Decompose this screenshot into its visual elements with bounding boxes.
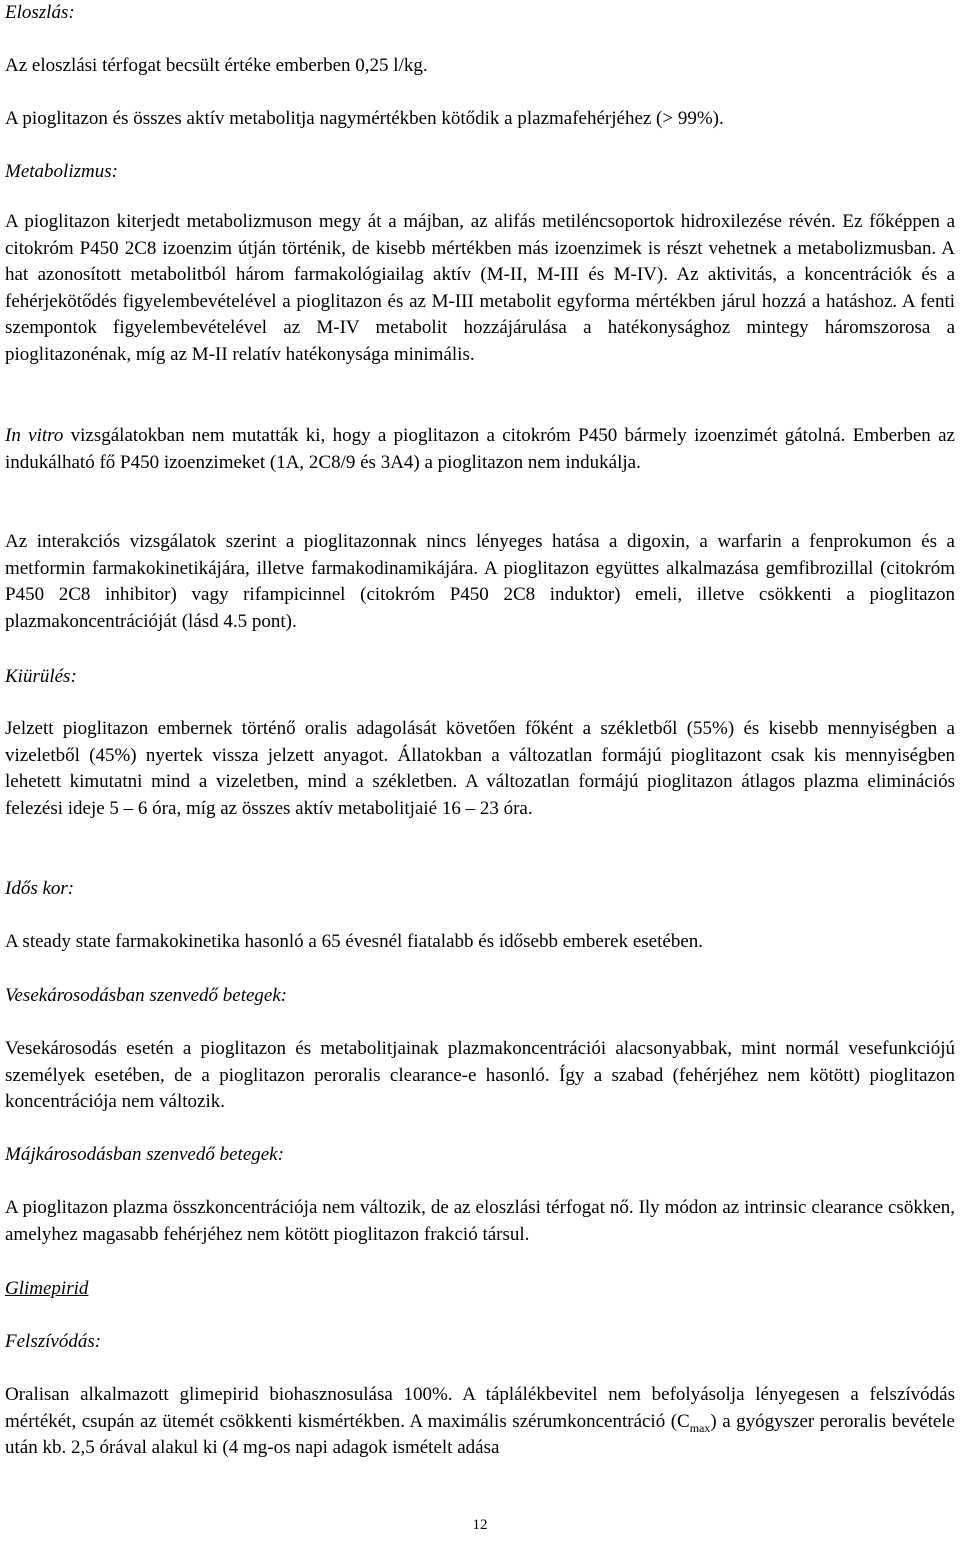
in-vitro-italic: In vitro	[5, 425, 64, 446]
cmax-subscript: max	[689, 1420, 711, 1435]
paragraph-felszivodas	[5, 1382, 955, 1462]
paragraph-eloszlas-1: Az eloszlási térfogat becsült értéke emberben 0,25 l/kg.	[5, 55, 428, 76]
paragraph-vesekarosodas: Vesekárosodás esetén a pioglitazon és metabolitjainak plazmakoncentrációi alacsonyabbak, mint normál vesefunkciójú személyek esetében, de a pioglitazon peroralis clearance-e hasonló. Így a szabad (fehérjéhez nem kötött) pioglitazon koncentrációja nem változik.	[5, 1038, 955, 1113]
paragraph-metabolizmus-2	[5, 423, 955, 476]
paragraph-felszivodas-text-a: Oralisan alkalmazott glimepirid biohasznosulása 100%. A táplálékbevitel nem befolyásolja lényegesen a felszívódás mértékét, csupán az ütemét csökkenti kismértékben. A maximális szérumkoncentráció (C	[5, 1384, 955, 1432]
paragraph-majkarosodas: A pioglitazon plazma összkoncentrációja nem változik, de az eloszlási térfogat nő. Ily módon az intrinsic clearance csökken, amelyhez magasabb fehérjéhez nem kötött pioglitazon frakció társul.	[5, 1197, 955, 1245]
paragraph-metabolizmus-2-text: vizsgálatokban nem mutatták ki, hogy a pioglitazon a citokróm P450 bármely izoenzimét gátolná. Emberben az indukálható fő P450 izoenzimeket (1A, 2C8/9 és 3A4) a pioglitazon nem indukálja.	[5, 425, 955, 473]
heading-metabolizmus: Metabolizmus:	[5, 161, 118, 182]
paragraph-felszivodas-text-b: ) a gyógyszer peroralis bevétele után kb. 2,5 órával alakul ki (4 mg-os napi adagok ismételt adása	[5, 1410, 955, 1459]
heading-idos-kor: Idős kor:	[5, 878, 75, 899]
paragraph-kiurules: Jelzett pioglitazon embernek történő oralis adagolását követően főként a székletből (55%) és kisebb mennyiségben a vizeletből (45%) nyertek vissza jelzett anyagot. Állatokban a változatlan formájú pioglitazont csak kis mennyiségben lehetett kimutatni mind a vizeletben, mind a székletben. A változatlan formájú pioglitazon átlagos plazma eliminációs felezési ideje 5 – 6 óra, míg az összes aktív metabolitjaié 16 – 23 óra.	[5, 718, 955, 819]
heading-felszivodas: Felszívódás:	[5, 1331, 102, 1352]
heading-eloszlas: Eloszlás:	[5, 2, 75, 23]
heading-vesekarosodas: Vesekárosodásban szenvedő betegek:	[5, 985, 288, 1006]
paragraph-metabolizmus-3: Az interakciós vizsgálatok szerint a pioglitazonnak nincs lényeges hatása a digoxin, a warfarin a fenprokumon és a metformin farmakokinetikájára, illetve farmakodinamikájára. A pioglitazon együttes alkalmazása gemfibrozillal (citokróm P450 2C8 inhibitor) vagy rifampicinnel (citokróm P450 2C8 induktor) emeli, illetve csökkenti a pioglitazon plazmakoncentrációját (lásd 4.5 pont).	[5, 531, 955, 632]
paragraph-metabolizmus-1: A pioglitazon kiterjedt metabolizmuson megy át a májban, az alifás metiléncsoportok hidroxilezése révén. Ez főképpen a citokróm P450 2C8 izoenzim útján történik, de kisebb mértékben más izoenzimek is részt vehetnek a metabolizmusban. A hat azonosított metabolitból három farmakológiailag aktív (M-II, M-III és M-IV). Az aktivitás, a koncentrációk és a fehérjekötődés figyelembevételével a pioglitazon és az M-III metabolit egyforma mértékben járul hozzá a hatáshoz. A fenti szempontok figyelembevételével az M-IV metabolit hozzájárulása a hatékonysághoz mintegy háromszorosa a pioglitazonénak, míg az M-II relatív hatékonysága minimális.	[5, 211, 955, 365]
heading-kiurules: Kiürülés:	[5, 666, 77, 687]
section-title-glimepirid: Glimepirid	[5, 1278, 89, 1299]
paragraph-idos-kor: A steady state farmakokinetika hasonló a 65 évesnél fiatalabb és idősebb emberek esetében.	[5, 931, 703, 952]
paragraph-eloszlas-2: A pioglitazon és összes aktív metabolitja nagymértékben kötődik a plazmafehérjéhez (> 99%).	[5, 108, 724, 129]
page-number: 12	[472, 1517, 488, 1533]
heading-majkarosodas: Májkárosodásban szenvedő betegek:	[5, 1144, 284, 1165]
